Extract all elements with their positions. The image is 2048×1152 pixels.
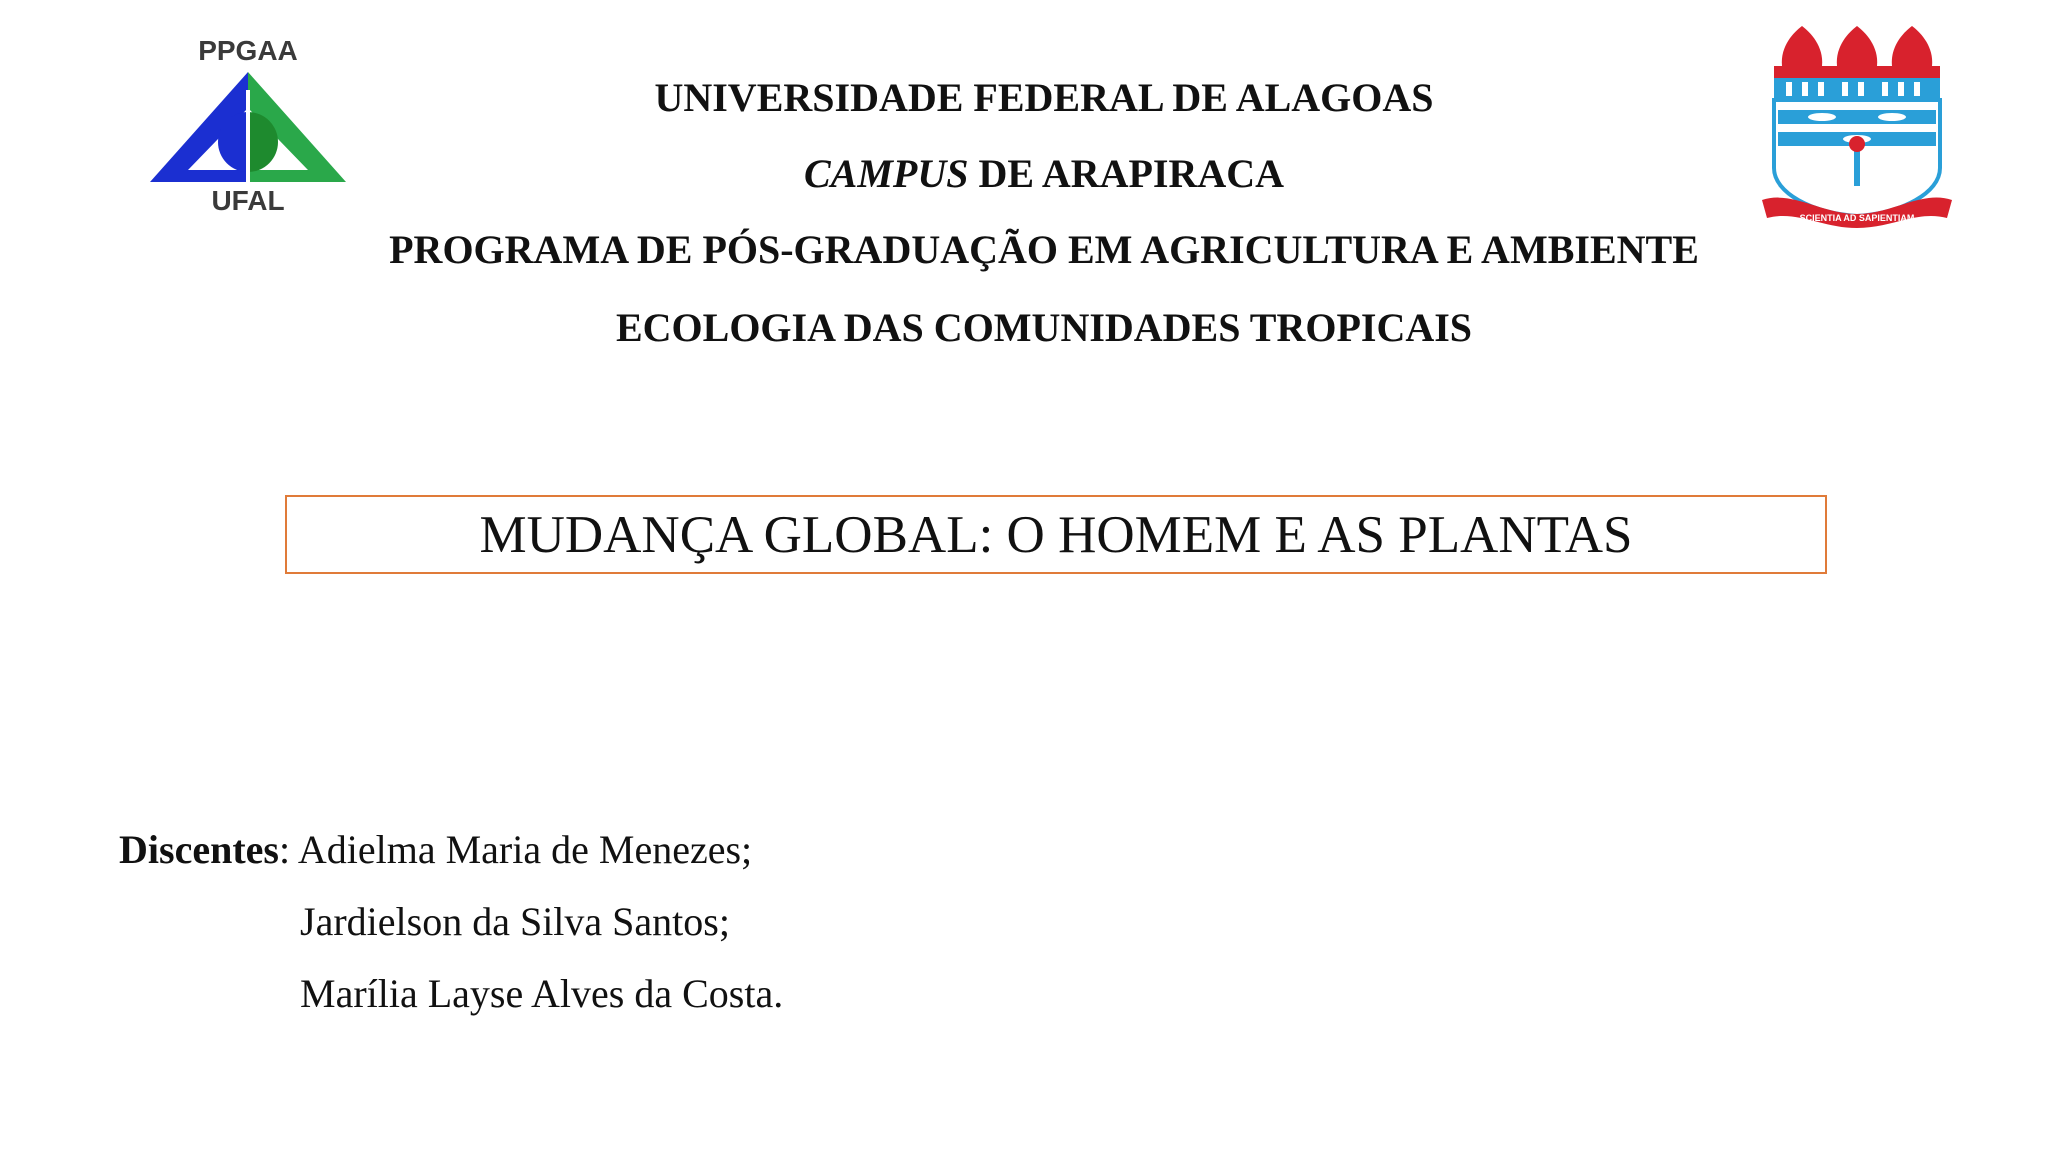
program-name: PROGRAMA DE PÓS-GRADUAÇÃO EM AGRICULTURA E AMBIENTE [389, 227, 1699, 272]
ppgaa-logo-bottom-text: UFAL [211, 185, 285, 216]
university-name: UNIVERSIDADE FEDERAL DE ALAGOAS [654, 75, 1434, 120]
campus-italic-word: CAMPUS [803, 151, 969, 196]
student-name: Adielma Maria de Menezes; [297, 827, 753, 872]
student-name: Jardielson da Silva Santos; [300, 899, 730, 944]
presentation-title-box [285, 495, 1827, 574]
course-name: ECOLOGIA DAS COMUNIDADES TROPICAIS [615, 305, 1473, 350]
student-name: Marília Layse Alves da Costa. [300, 971, 784, 1016]
student-row-first [119, 814, 783, 886]
students-label: Discentes [119, 827, 279, 872]
ufal-crest-motto: SCIENTIA AD SAPIENTIAM [1799, 213, 1915, 223]
students-separator: : [278, 827, 298, 872]
student-row [119, 958, 783, 1030]
students-section [119, 814, 783, 1030]
student-row [119, 886, 783, 958]
presentation-title: MUDANÇA GLOBAL: O HOMEM E AS PLANTAS [479, 505, 1633, 564]
campus-name [20, 150, 2048, 198]
ufal-crest-graphic [1762, 18, 1952, 230]
ppgaa-logo-top-text: PPGAA [198, 35, 298, 66]
ufal-crest-logo [1762, 18, 1952, 230]
campus-rest: DE ARAPIRACA [968, 151, 1285, 196]
